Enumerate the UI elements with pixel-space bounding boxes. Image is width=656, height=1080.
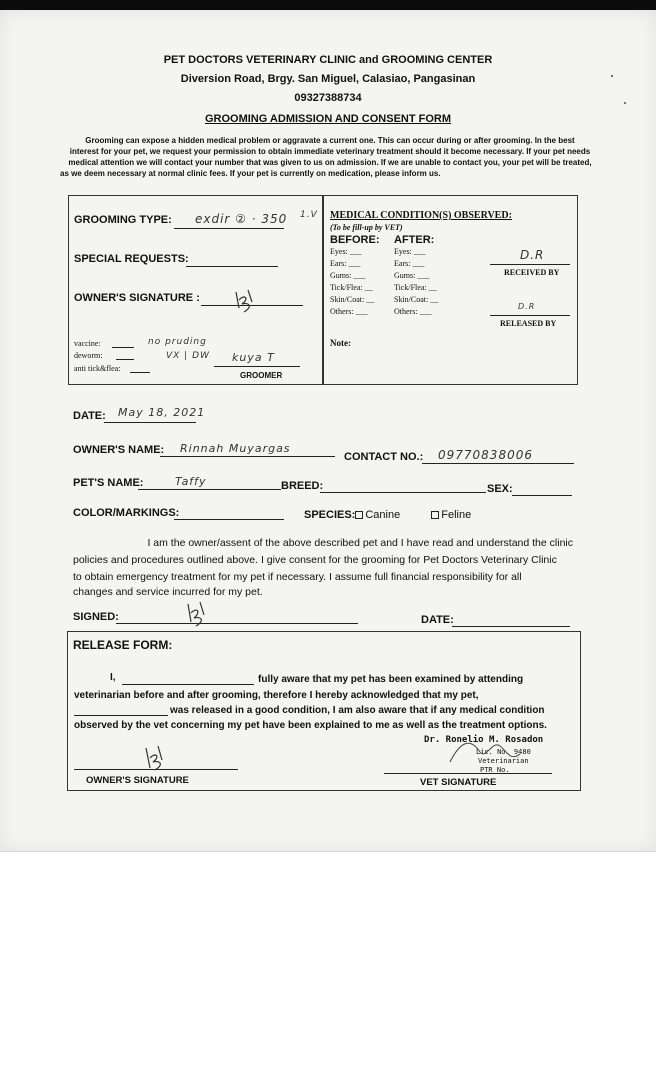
dust-speck	[624, 102, 626, 104]
consent-line-1: I am the owner/assent of the above described pet and I have read and understand the clinic	[147, 537, 573, 549]
medical-subtitle: (To be fill-up by VET)	[330, 223, 403, 232]
release-pet-name-line[interactable]	[74, 715, 168, 716]
consent-date-label: DATE:	[421, 614, 454, 626]
release-owner-name-line[interactable]	[122, 684, 254, 685]
before-skincoat: Skin/Coat: __	[330, 295, 375, 304]
before-label: BEFORE:	[330, 234, 380, 246]
sex-line[interactable]	[512, 495, 572, 496]
clinic-name: PET DOCTORS VETERINARY CLINIC and GROOMING CENTER	[163, 54, 493, 66]
after-label: AFTER:	[394, 234, 435, 246]
deworm-label: deworm:	[74, 351, 103, 360]
species-label: SPECIES: Canine Feline	[304, 509, 472, 521]
date-line[interactable]	[104, 422, 196, 423]
groomer-line[interactable]	[214, 366, 300, 367]
before-ears: Ears: ___	[330, 259, 361, 268]
feline-checkbox[interactable]	[431, 511, 439, 519]
owner-name-value: Rinnah Muyargas	[180, 442, 291, 455]
scan-top-edge	[0, 0, 656, 10]
signed-label: SIGNED:	[73, 611, 119, 623]
intro-line-4: as we deem necessary at normal clinic fees. If your pet is currently on medication, please inform us.	[60, 169, 441, 178]
after-tickflea: Tick/Flea: __	[394, 283, 437, 292]
released-initials: D.R	[518, 302, 536, 311]
release-line-1-suffix: fully aware that my pet has been examined by attending	[258, 674, 524, 685]
release-owner-signature-mark	[140, 744, 172, 774]
intro-line-3: medical attention we will contact your number that was given to us on admission. If we are unable to contact you, your pet will be treated,	[68, 158, 592, 167]
clinic-phone: 09327388734	[294, 92, 362, 104]
canine-checkbox[interactable]	[355, 511, 363, 519]
pet-name-value: Taffy	[175, 475, 207, 488]
released-line[interactable]	[490, 315, 570, 316]
form-paper	[0, 10, 656, 852]
paper-edge	[0, 851, 656, 852]
grooming-type-value: exdir ② · 350	[195, 212, 288, 226]
special-requests-label: SPECIAL REQUESTS:	[74, 253, 189, 265]
vaccine-note-2: VX | DW	[166, 351, 210, 361]
sex-label: SEX:	[487, 483, 513, 495]
before-gums: Gums: ___	[330, 271, 366, 280]
vaccine-label: vaccine:	[74, 339, 101, 348]
date-label: DATE:	[73, 410, 106, 422]
owner-signature-label: OWNER'S SIGNATURE :	[74, 292, 200, 304]
owner-signature-mark	[230, 288, 262, 316]
pet-name-line[interactable]	[138, 489, 281, 490]
owner-name-label: OWNER'S NAME:	[73, 444, 165, 456]
special-requests-line[interactable]	[186, 266, 278, 267]
grooming-type-extra: 1.V	[300, 210, 318, 220]
grooming-type-line[interactable]	[174, 228, 284, 229]
color-markings-label: COLOR/MARKINGS:	[73, 507, 180, 519]
after-skincoat: Skin/Coat: __	[394, 295, 439, 304]
vet-signature-line[interactable]	[384, 773, 552, 774]
intro-line-1: Grooming can expose a hidden medical problem or aggravate a current one. This can occur during or after grooming. In the best	[85, 136, 575, 145]
anti-tick-line[interactable]	[130, 372, 150, 373]
consent-date-line[interactable]	[452, 626, 570, 627]
vaccine-line[interactable]	[112, 347, 134, 348]
received-label: RECEIVED BY	[504, 268, 560, 277]
vet-stamp-title: Veterinarian	[478, 757, 529, 765]
clinic-address: Diversion Road, Brgy. San Miguel, Calasiao, Pangasinan	[180, 73, 476, 85]
owner-name-line[interactable]	[160, 456, 335, 457]
vet-signature-mark	[440, 732, 530, 770]
before-others: Others: ___	[330, 307, 368, 316]
form-title: GROOMING ADMISSION AND CONSENT FORM	[204, 113, 452, 125]
release-line-3-suffix: was released in a good condition, I am also aware that if any medical condition	[170, 705, 545, 716]
consent-line-4: changes and service incurred for my pet.	[73, 586, 263, 598]
breed-label: BREED:	[281, 480, 324, 492]
intro-line-2: interest for your pet, we request your permission to obtain immediate veterinary treatment should it become necessary. If your pet needs	[69, 147, 591, 156]
before-eyes: Eyes: ___	[330, 247, 362, 256]
received-line[interactable]	[490, 264, 570, 265]
pet-name-label: PET'S NAME:	[73, 477, 144, 489]
groomer-name: kuya T	[232, 351, 275, 364]
vet-stamp-name: Dr. Ronelio M. Rosadon	[424, 735, 544, 745]
vet-stamp-ptr: PTR No.	[480, 766, 510, 774]
breed-line[interactable]	[320, 492, 486, 493]
contact-value: 09770838006	[438, 448, 533, 462]
released-label: RELEASED BY	[500, 319, 557, 328]
contact-label: CONTACT NO.:	[344, 451, 424, 463]
vaccine-note-1: no pruding	[148, 337, 207, 347]
received-initials: D.R	[520, 248, 545, 262]
after-ears: Ears: ___	[394, 259, 425, 268]
grooming-type-label: GROOMING TYPE:	[74, 214, 172, 226]
consent-line-3: to obtain emergency treatment for my pet if necessary. I assume full financial responsibility for all	[73, 571, 522, 583]
after-gums: Gums: ___	[394, 271, 430, 280]
release-line-4: observed by the vet concerning my pet have been explained to me as well as the treatment options.	[74, 720, 547, 731]
box-divider	[322, 196, 324, 384]
release-line-1-prefix: I,	[110, 672, 116, 683]
vet-signature-label: VET SIGNATURE	[420, 777, 497, 788]
medical-title: MEDICAL CONDITION(S) OBSERVED:	[330, 210, 512, 221]
release-form-title: RELEASE FORM:	[73, 638, 173, 652]
consent-signature-mark	[180, 600, 214, 630]
anti-tick-label: anti tick&flea:	[74, 364, 121, 373]
consent-line-2: policies and procedures outlined above. I give consent for the grooming for Pet Doctors Veterinary Clinic	[73, 554, 557, 566]
after-others: Others: ___	[394, 307, 432, 316]
release-line-2: veterinarian before and after grooming, therefore I hereby acknowledged that my pet,	[74, 690, 479, 701]
color-markings-line[interactable]	[174, 519, 284, 520]
note-label: Note:	[330, 338, 351, 348]
dust-speck	[611, 75, 613, 77]
release-owner-signature-label: OWNER'S SIGNATURE	[86, 775, 189, 786]
deworm-line[interactable]	[116, 359, 134, 360]
contact-line[interactable]	[422, 463, 574, 464]
before-tickflea: Tick/Flea: __	[330, 283, 373, 292]
date-value: May 18, 2021	[118, 406, 206, 419]
groomer-label: GROOMER	[240, 371, 283, 380]
after-eyes: Eyes: ___	[394, 247, 426, 256]
signed-line[interactable]	[116, 623, 358, 624]
vet-stamp-lic: Lic. No. 9480	[476, 748, 531, 756]
